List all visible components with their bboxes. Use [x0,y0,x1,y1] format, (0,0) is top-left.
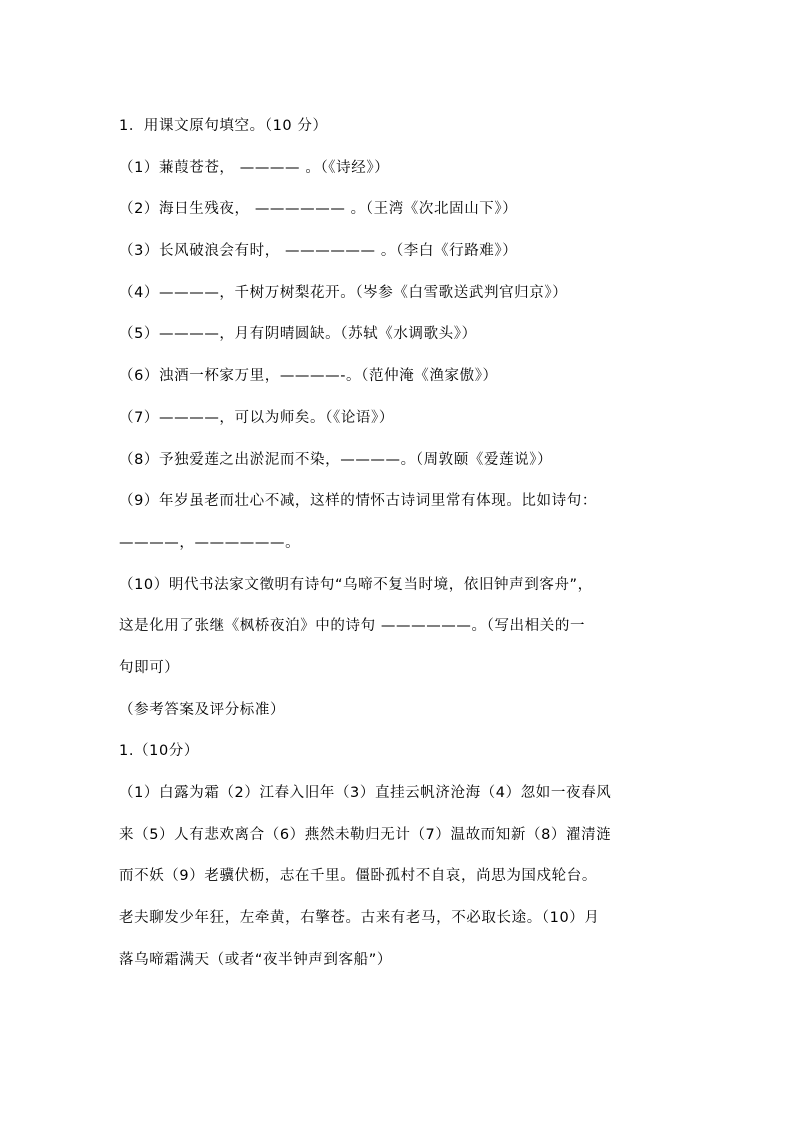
answer-text-line: 落乌啼霜满天（或者“夜半钟声到客船”） [119,951,392,968]
document-body [119,106,679,981]
question-item-10-end: 句即可） [119,659,180,676]
question-item-4: （4）————，千树万树梨花开。（岑参《白雪歌送武判官归京》） [119,284,568,301]
answer-heading: （参考答案及评分标准） [119,701,286,718]
question-item-9-blanks: ————，——————。 [119,534,301,551]
question-item-9: （9）年岁虽老而壮心不减，这样的情怀古诗词里常有体现。比如诗句： [119,493,597,510]
answer-text-line: 老夫聊发少年狂，左牵黄，右擎苍。古来有老马，不必取长途。（10）月 [119,910,600,927]
question-item-6: （6）浊酒一杯家万里，————-。（范仲淹《渔家傲》） [119,368,498,385]
question-item-5: （5）————，月有阴晴圆缺。（苏轼《水调歌头》） [119,326,477,343]
question-item-7: （7）————，可以为师矣。（《论语》） [119,409,394,426]
question-heading: 1．用课文原句填空。（10 分） [119,118,328,134]
question-item-2: （2）海日生残夜， —————— 。（王湾《次北固山下》） [119,201,518,218]
answer-text-line: 来（5）人有悲欢离合（6）燕然未勒归无计（7）温故而知新（8）濯清涟 [119,826,612,843]
question-item-1: （1）蒹葭苍苍， ———— 。（《诗经》） [119,159,390,176]
question-item-8: （8）予独爱莲之出淤泥而不染，————。（周敦颐《爱莲说》） [119,451,553,468]
answer-text-line: （1）白露为霜（2）江春入旧年（3）直挂云帆济沧海（4）忽如一夜春风 [119,785,612,801]
question-item-10: （10）明代书法家文徵明有诗句“乌啼不复当时境，依旧钟声到客舟”， [119,576,593,593]
question-item-10-cont: 这是化用了张继《枫桥夜泊》中的诗句 ——————。（写出相关的一 [119,618,586,635]
answer-text-line: 而不妖（9）老骥伏枥，志在千里。僵卧孤村不自哀，尚思为国戍轮台。 [119,868,597,885]
question-item-3: （3）长风破浪会有时， —————— 。（李白《行路难》） [119,243,518,260]
answer-score: 1.（10分） [119,743,199,760]
